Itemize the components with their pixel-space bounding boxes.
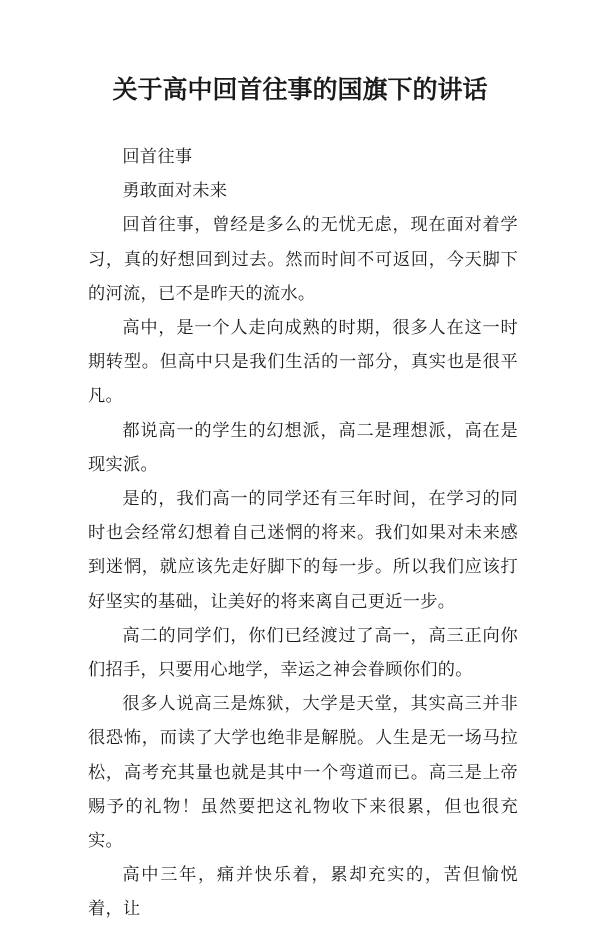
paragraph-heading-2: 勇敢面对未来: [122, 181, 228, 202]
paragraph: 是的，我们高一的同学还有三年时间，在学习的同时也会经常幻想着自己迷惘的将来。我们如果对未来感到迷惘，就应该先走好脚下的每一步。所以我们应该打好坚实的基础，让美好的将来离自己更近一步。: [88, 489, 518, 612]
paragraph: 都说高一的学生的幻想派，高二是理想派，高在是现实派。: [88, 420, 518, 475]
paragraph: 高中，是一个人走向成熟的时期，很多人在这一时期转型。但高中只是我们生活的一部分，真实也是很平凡。: [88, 318, 518, 407]
document-body: [88, 140, 518, 927]
document-title: 关于高中回首往事的国旗下的讲话: [112, 75, 488, 104]
paragraph: 很多人说高三是炼狱，大学是天堂，其实高三并非很恐怖，而读了大学也绝非是解脱。人生是无一场马拉松，高考充其量也就是其中一个弯道而已。高三是上帝赐予的礼物！虽然要把这礼物收下来很累，但也很充实。: [88, 694, 518, 852]
paragraph: 高二的同学们，你们已经渡过了高一，高三正向你们招手，只要用心地学，幸运之神会眷顾你们的。: [88, 625, 518, 681]
paragraph: 回首往事，曾经是多么的无忧无虑，现在面对着学习，真的好想回到过去。然而时间不可返回，今天脚下的河流，已不是昨天的流水。: [88, 215, 518, 304]
paragraph-heading-1: 回首往事: [122, 147, 193, 167]
paragraph: 高中三年，痛并快乐着，累却充实的，苦但愉悦着，让: [88, 865, 518, 920]
